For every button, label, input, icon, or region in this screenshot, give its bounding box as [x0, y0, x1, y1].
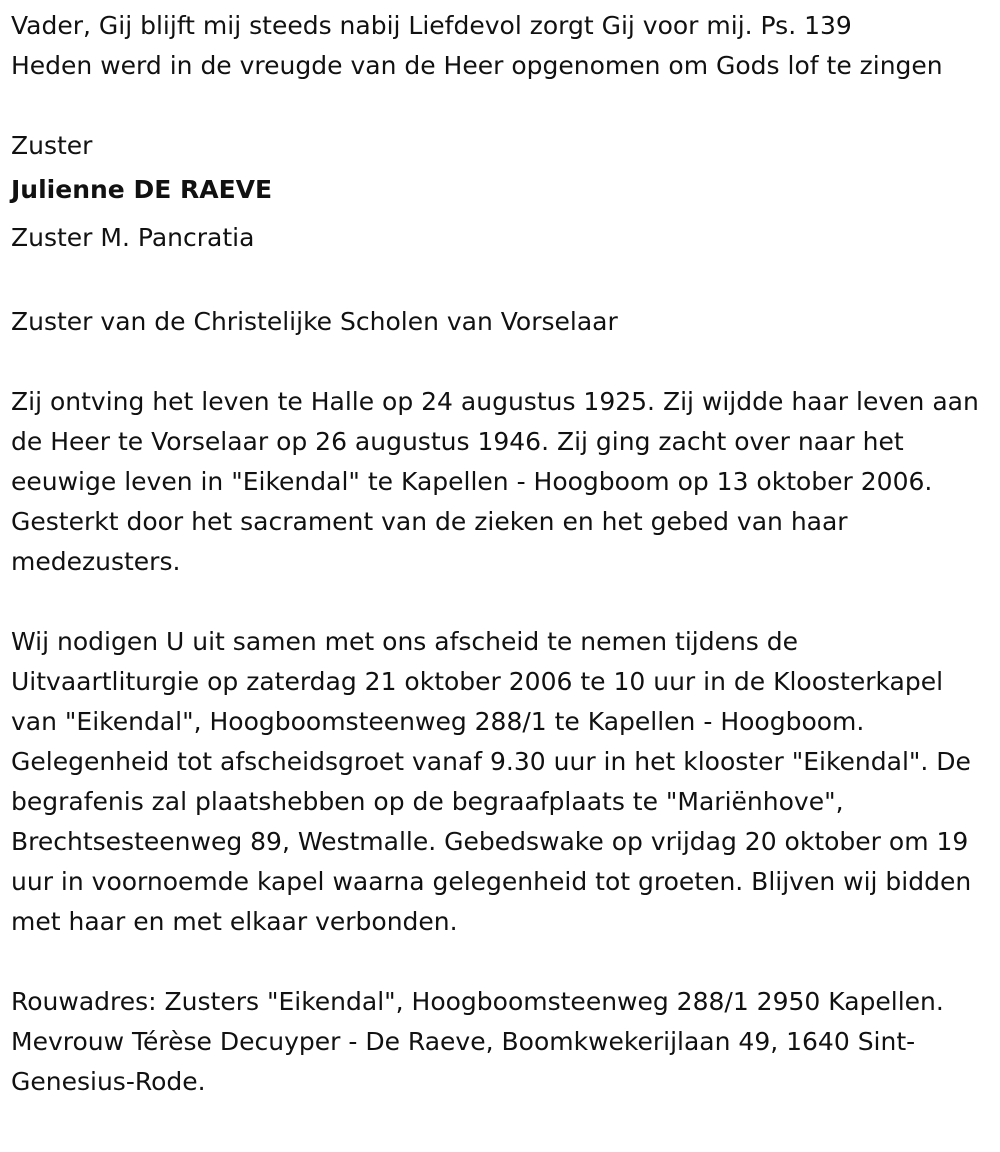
intro-verse: Vader, Gij blijft mij steeds nabij Liefdevol zorgt Gij voor mij. Ps. 139 — [11, 11, 852, 40]
spacer — [11, 942, 988, 982]
spacer — [11, 342, 988, 382]
intro-announcement: Heden werd in de vreugde van de Heer opgenomen om Gods lof te zingen — [11, 51, 943, 80]
religious-name: Zuster M. Pancratia — [11, 223, 255, 252]
spacer — [11, 262, 988, 302]
invitation-paragraph: Wij nodigen U uit samen met ons afscheid te nemen tijdens de Uitvaartliturgie op zaterdag 21 oktober 2006 te 10 uur in de Kloosterkapel van "Eikendal", Hoogboomsteenweg 288/1 te Kapellen - Hoogboom. Gelegenheid tot afscheidsgroet vanaf 9.30 uur in het klooster "Eikendal". De begrafenis zal plaatshebben op de begraafplaats te "Mariënhove", Brechtsesteenweg 89, Westmalle. Gebedswake op vrijdag 20 oktober om 19 uur in voornoemde kapel waarna gelegenheid tot groeten. Blijven wij bidden met haar en met elkaar verbonden. — [11, 627, 972, 936]
spacer — [11, 86, 988, 126]
spacer — [11, 582, 988, 622]
deceased-name: Julienne DE RAEVE — [11, 175, 273, 204]
congregation: Zuster van de Christelijke Scholen van Vorselaar — [11, 307, 618, 336]
deceased-title: Zuster — [11, 131, 93, 160]
mourning-address: Rouwadres: Zusters "Eikendal", Hoogboomsteenweg 288/1 2950 Kapellen. — [11, 987, 944, 1016]
family-address: Mevrouw Térèse Decuyper - De Raeve, Boomkwekerijlaan 49, 1640 Sint-Genesius-Rode. — [11, 1027, 916, 1096]
biography-paragraph: Zij ontving het leven te Halle op 24 augustus 1925. Zij wijdde haar leven aan de Heer te Vorselaar op 26 augustus 1946. Zij ging zacht over naar het eeuwige leven in "Eikendal" te Kapellen - Hoogboom op 13 oktober 2006. Gesterkt door het sacrament van de zieken en het gebed van haar medezusters. — [11, 387, 979, 576]
